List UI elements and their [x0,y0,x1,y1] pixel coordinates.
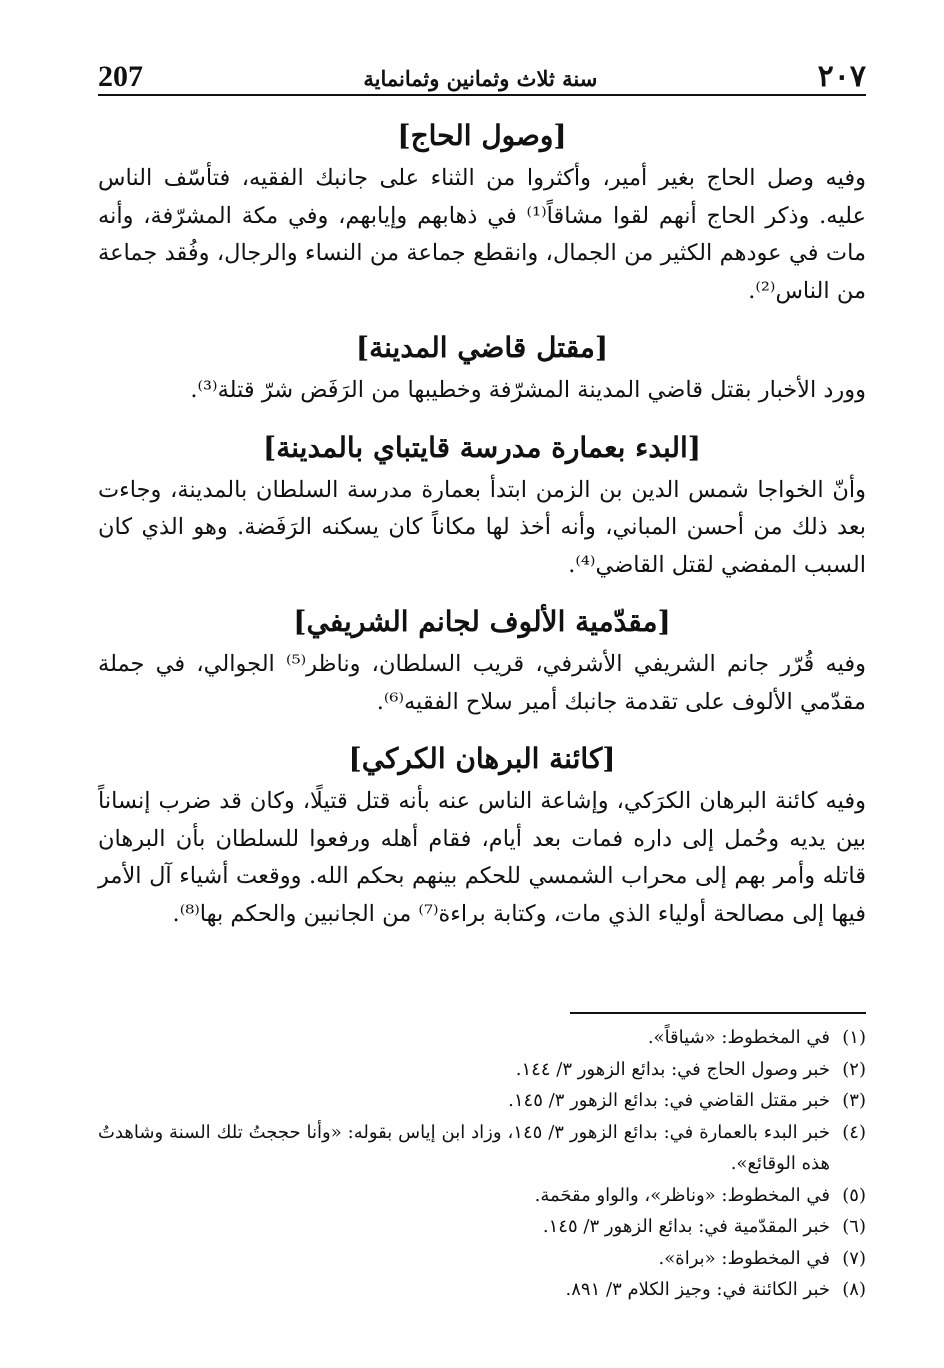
footnote-number: (٤) [842,1121,866,1143]
page-number-arabic: ٢٠٧ [817,59,866,94]
section-heading: [مقدّمية الألوف لجانم الشريفي] [293,605,671,638]
footnote-number: (٥) [842,1184,866,1206]
footnote-item [98,1243,866,1275]
footnote-number: (٦) [842,1216,866,1237]
footnote-number: (١) [842,1027,866,1048]
section-janim-promotion [98,602,866,721]
footnote-item [98,1085,866,1117]
footnote-text: خبر وصول الحاج في: بدائع الزهور ٣/ ١٤٤. [515,1058,830,1080]
footnote-number: (٨) [842,1279,866,1300]
footnotes [98,1022,866,1306]
section-heading: [البدء بعمارة مدرسة قايتباي بالمدينة] [262,430,702,464]
section-paragraph: وفيه كائنة البرهان الكرَكي، وإشاعة الناس عنه بأنه قتل قتيلًا، وكان قد ضرب إنساناً بين يديه وحُمل إلى داره فمات بعد أيام، فقام أهله ورفعوا للسلطان بأن البرهان قاتله وأمر بهم إلى محراب الشمسي للحكم بينهم بحكم الله. ووقعت أشياء آل الأمر فيها إلى مصالحة أولياء الذي مات، وكتابة براءة⁽⁷⁾ من الجانبين والحكم بها⁽⁸⁾. [98,788,866,927]
footnote-rule [570,1012,866,1014]
footnote-item [98,1274,866,1306]
footnote-number: (٢) [842,1058,866,1080]
footnote-text: خبر الكائنة في: وجيز الكلام ٣/ ٨٩١. [565,1279,830,1300]
footnote-text: خبر البدء بالعمارة في: بدائع الزهور ٣/ ١٤٥، وزاد ابن إياس بقوله: «وأنا حججتُ تلك السنة وشاهدتُ هذه الوقائع». [98,1121,830,1174]
main-text [98,110,866,951]
section-paragraph: وأنّ الخواجا شمس الدين بن الزمن ابتدأ بعمارة مدرسة السلطان بالمدينة، وجاءت بعد ذلك من أحسن المباني، وأنه أخذ لها مكاناً كان يسكنه الرَفَضة. وهو الذي كان السبب المفضي لقتل القاضي⁽⁴⁾. [98,476,866,578]
page-header [98,58,866,94]
footnote-text: خبر مقتل القاضي في: بدائع الزهور ٣/ ١٤٥. [508,1090,830,1111]
section-judge-killing [98,328,866,410]
footnote-item [98,1211,866,1243]
footnote-text: في المخطوط: «شياقاً». [647,1027,830,1048]
header-rule [98,94,866,96]
section-madrasa-construction [98,428,866,585]
section-paragraph: وفيه قُرّر جانم الشريفي الأشرفي، قريب السلطان، وناظر⁽⁵⁾ الجوالي، في جملة مقدّمي الألوف على تقدمة جانبك أمير سلاح الفقيه⁽⁶⁾. [98,651,867,715]
section-heading: [كائنة البرهان الكركي] [348,742,616,775]
page-number-latin: 207 [98,60,144,93]
footnote-item [98,1180,866,1212]
section-paragraph: وفيه وصل الحاج بغير أمير، وأكثروا من الثناء على جانبك الفقيه، فتأسّف الناس عليه. وذكر الحاج أنهم لقوا مشاقاً⁽¹⁾ في ذهابهم وإيابهم، وفي مكة المشرّفة، وأنه مات في عودهم الكثير من الجمال، وانقطع جماعة من النساء والرجال، وفُقد جماعة من الناس⁽²⁾. [98,165,867,304]
section-pilgrims-arrival [98,116,866,310]
section-heading: [وصول الحاج] [397,119,567,152]
footnote-item [98,1022,866,1054]
section-burhan-incident [98,739,866,933]
footnote-number: (٣) [842,1090,866,1111]
footnote-item [98,1117,866,1180]
section-heading: [مقتل قاضي المدينة] [355,331,609,364]
section-paragraph: وورد الأخبار بقتل قاضي المدينة المشرّفة وخطيبها من الرَفَض شرّ قتلة⁽³⁾. [190,377,866,403]
running-title: سنة ثلاث وثمانين وثمانماية [363,66,598,91]
footnote-number: (٧) [842,1247,866,1269]
footnote-text: خبر المقدّمية في: بدائع الزهور ٣/ ١٤٥. [542,1216,830,1237]
footnote-item [98,1054,866,1086]
footnote-text: في المخطوط: «وناظر»، والواو مقحَمة. [534,1184,830,1206]
footnote-text: في المخطوط: «براة». [658,1247,830,1269]
